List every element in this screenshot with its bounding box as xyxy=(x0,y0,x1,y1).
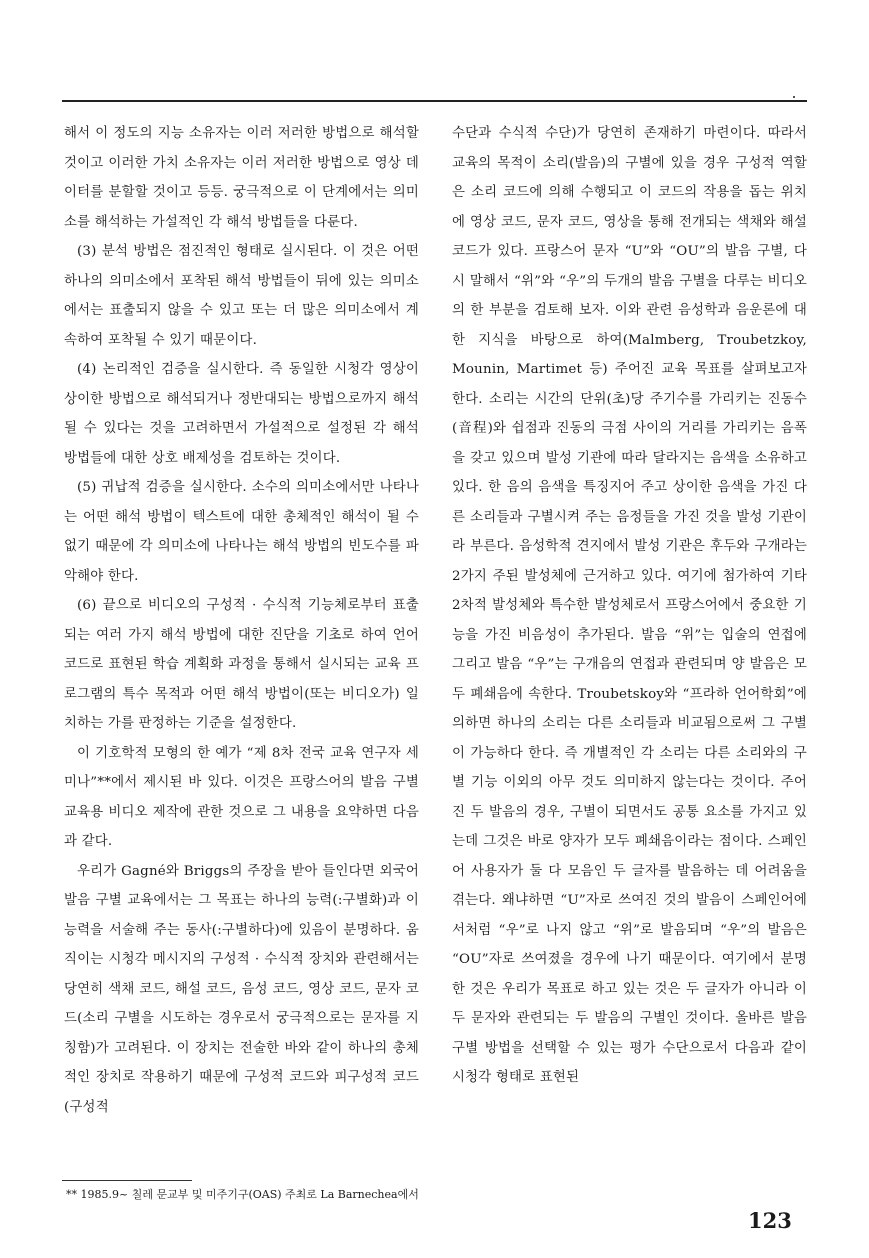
paragraph: (3) 분석 방법은 점진적인 형태로 실시된다. 이 것은 어떤 하나의 의미소에서 포착된 해석 방법들이 뒤에 있는 의미소에서는 표출되지 않을 수 있고 또는 더 많은 의미소에서 계속하여 포착될 수 있기 때문이다. xyxy=(64,244,419,348)
footnote-rule xyxy=(62,1180,192,1181)
header-rule xyxy=(62,100,807,102)
paragraph: (6) 끝으로 비디오의 구성적 · 수식적 기능체로부터 표출되는 여러 가지 해석 방법에 대한 진단을 기초로 하여 언어 코드로 표현된 학습 계획화 과정을 통해서 실시되는 교육 프로그램의 특수 목적과 어떤 해석 방법이(또는 비디오가) 일치하는 가를 판정하는 기준을 설정한다. xyxy=(64,598,419,731)
paragraph: 우리가 Gagné와 Briggs의 주장을 받아 들인다면 외국어 발음 구별 교육에서는 그 목표는 하나의 능력(:구별화)과 이 능력을 서술해 주는 동사(:구별하다)에 있음이 분명하다. 움직이는 시청각 메시지의 구성적 · 수식적 장치와 관련해서는 당연히 색채 코드, 해설 코드, 음성 코드, 영상 코드, 문자 코드(소리 구별을 시도하는 경우로서 궁극적으로는 문자를 지칭함)가 고려된다. 이 장치는 전술한 바와 같이 하나의 총체적인 장치로 작용하기 때문에 구성적 코드와 피구성적 코드(구성적 xyxy=(64,863,419,1115)
page-number: 123 xyxy=(748,1208,792,1233)
paragraph: 수단과 수식적 수단)가 당연히 존재하기 마련이다. 따라서 교육의 목적이 소리(발음)의 구별에 있을 경우 구성적 역할은 소리 코드에 의해 수행되고 이 코드의 작용을 돕는 위치에 영상 코드, 문자 코드, 영상을 통해 전개되는 색채와 해설 코드가 있다. 프랑스어 문자 “U”와 “OU”의 발음 구별, 다시 말해서 “위”와 “우”의 두개의 발음 구별을 다루는 비디오의 한 부분을 검토해 보자. 이와 관련 음성학과 음운론에 대한 지식을 바탕으로 하여(Malmberg, Troubetzkoy, Mounin, Martimet 등) 주어진 교육 목표를 살펴보고자 한다. 소리는 시간의 단위(초)당 주기수를 가리키는 진동수(音程)와 쉽점과 진동의 극점 사이의 거리를 가리키는 음폭을 갖고 있으며 발성 기관에 따라 달라지는 음색을 소유하고 있다. 한 음의 음색을 특징지어 주고 상이한 음색을 가진 다른 소리들과 구별시켜 주는 음정들을 가진 것을 발성 기관이라 부른다. 음성학적 견지에서 발성 기관은 후두와 구개라는 2가지 주된 발성체에 근거하고 있다. 여기에 첨가하여 기타 2차적 발성체와 특수한 발성체로서 프랑스어에서 중요한 기능을 가진 비음성이 추가된다. 발음 “위”는 입술의 연접에 그리고 발음 “우”는 구개음의 연접과 관련되며 양 발음은 모두 폐쇄음에 속한다. Troubetskoy와 “프라하 언어학회”에 의하면 하나의 소리는 다른 소리들과 비교됨으로써 그 구별이 가능하다 한다. 즉 개별적인 각 소리는 다른 소리와의 구별 기능 이외의 아무 것도 의미하지 않는다는 것이다. 주어진 두 발음의 경우, 구별이 되면서도 공통 요소를 가지고 있는데 그것은 바로 양자가 모두 폐쇄음이라는 점이다. 스페인어 사용자가 둘 다 모음인 두 글자를 발음하는 데 어려움을 겪는다. 왜냐하면 “U”자로 쓰여진 것의 발음이 스페인어에서처럼 “우”로 나지 않고 “위”로 발음되며 “우”의 발음은 “OU”자로 쓰여졌을 경우에 나기 때문이다. 여기에서 분명한 것은 우리가 목표로 하고 있는 것은 두 글자가 아니라 이 두 문자와 관련되는 두 발음의 구별인 것이다. 올바른 발음 구별 방법을 선택할 수 있는 평가 수단으로서 다음과 같이 시청각 형태로 표현된 xyxy=(452,126,807,1085)
paragraph: 이 기호학적 모형의 한 예가 “제 8차 전국 교육 연구자 세미나”**에서 제시된 바 있다. 이것은 프랑스어의 발음 구별 교육용 비디오 제작에 관한 것으로 그 내용을 요약하면 다음과 같다. xyxy=(64,745,419,849)
paragraph: (5) 귀납적 검증을 실시한다. 소수의 의미소에서만 나타나는 어떤 해석 방법이 텍스트에 대한 총체적인 해석이 될 수 없기 때문에 각 의미소에 나타나는 해석 방법의 빈도수를 파악해야 한다. xyxy=(64,480,419,584)
right-column xyxy=(452,119,807,1093)
paragraph: (4) 논리적인 검증을 실시한다. 즉 동일한 시청각 영상이 상이한 방법으로 해석되거나 정반대되는 방법으로까지 해석될 수 있다는 것을 고려하면서 가설적으로 설정된 각 해석 방법들에 대한 상호 배제성을 검토하는 것이다. xyxy=(64,362,419,466)
header-mark xyxy=(793,96,795,98)
left-column xyxy=(64,119,419,1122)
paragraph: 해서 이 정도의 지능 소유자는 이러 저러한 방법으로 해석할 것이고 이러한 가치 소유자는 이러 저러한 방법으로 영상 데이터를 분할할 것이고 등등. 궁극적으로 이 단계에서는 의미소를 해석하는 가설적인 각 해석 방법들을 다룬다. xyxy=(64,126,419,230)
footnote: ** 1985.9~ 칠레 문교부 및 미주기구(OAS) 주최로 La Barnechea에서 xyxy=(66,1188,419,1201)
